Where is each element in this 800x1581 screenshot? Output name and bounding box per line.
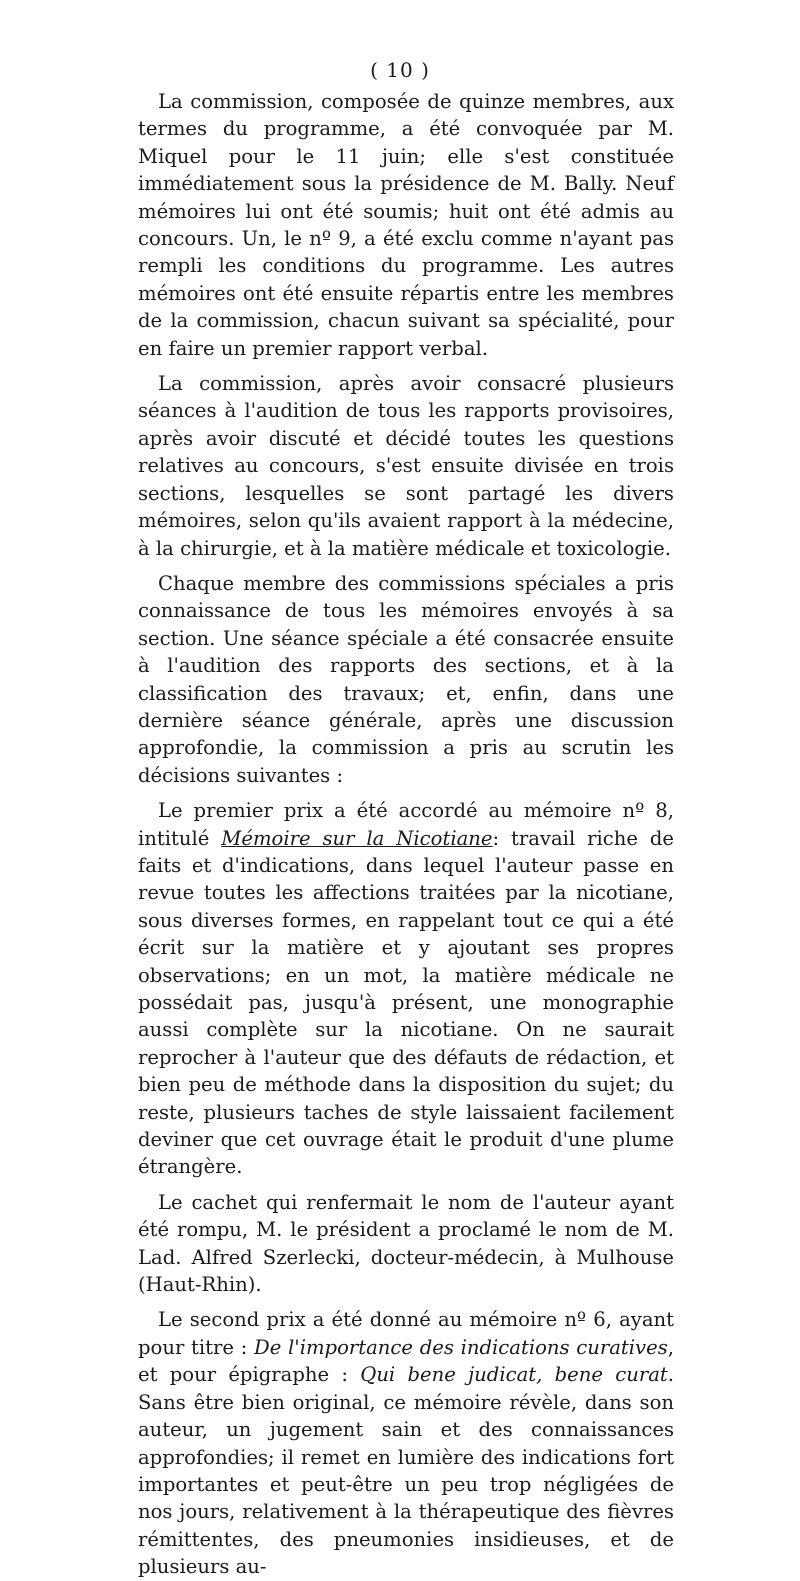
first-prize-intro: Le premier prix a été accordé au mémoire nº 8, intitulé: [138, 799, 674, 850]
first-prize-description: : travail riche de faits et d'indications, dans lequel l'auteur passe en revue toutes les affections traitées par la nicotiane, sous diverses formes, en rappelant tout ce qui a été écrit sur la matière et y ajoutant ses propres observations; en un mot, la matière médicale ne possédait pas, jusqu'à présent, une monographie aussi complète sur la nicotiane. On ne saurait reprocher à l'auteur que des défauts de rédaction, et bien peu de méthode dans la disposition du sujet; du reste, plusieurs taches de style laissaient facilement deviner que cet ouvrage était le produit d'une plume étrangère.: [138, 826, 674, 1179]
second-prize-epigraph: Qui bene judicat, bene curat.: [360, 1363, 675, 1387]
paragraph-decisions: Chaque membre des commissions spéciales a pris connaissance de tous les mémoires envoyés à sa section. Une séance spéciale a été consacrée ensuite à l'audition des rapports des sections, et à la classification des travaux; et, enfin, dans une dernière séance générale, après une discussion approfondie, la commission a pris au scrutin les décisions suivantes :: [138, 571, 674, 787]
second-prize-title: De l'importance des indications curatives: [254, 1335, 668, 1359]
paragraph-sections: La commission, après avoir consacré plusieurs séances à l'audition de tous les rapports provisoires, après avoir discuté et décidé toutes les questions relatives au concours, s'est ensuite divisée en trois sections, lesquelles se sont partagé les divers mémoires, selon qu'ils avaient rapport à la médecine, à la chirurgie, et à la matière médicale et toxicologie.: [138, 372, 674, 560]
first-prize-title: Mémoire sur la Nicotiane: [221, 826, 493, 850]
paragraph-commission: La commission, composée de quinze membres, aux termes du programme, a été convoquée par M. Miquel pour le 11 juin; elle s'est constituée immédiatement sous la présidence de M. Bally. Neuf mémoires lui ont été soumis; huit ont été admis au concours. Un, le nº 9, a été exclu comme n'ayant pas rempli les conditions du programme. Les autres mémoires ont été ensuite répartis entre les membres de la commission, chacun suivant sa spécialité, pour en faire un premier rapport verbal.: [138, 90, 674, 360]
second-prize-description: Sans être bien original, ce mémoire révèle, dans son auteur, un jugement sain et des connaissances approfondies; il remet en lumière des indications fort importantes et peut-être un peu trop négligées de nos jours, relativement à la thérapeutique des fièvres rémittentes, des pneumonies insidieuses, et de plusieurs au-: [138, 1390, 674, 1579]
second-prize-epigraph-label: , et pour épigraphe :: [138, 1335, 674, 1387]
body-text: [138, 88, 674, 1581]
second-prize-intro: Le second prix a été donné au mémoire nº 6, ayant pour titre :: [138, 1308, 674, 1359]
page-number: ( 10 ): [370, 58, 430, 82]
paragraph-second-prize: [138, 1306, 674, 1580]
paragraph-author-announcement: Le cachet qui renfermait le nom de l'auteur ayant été rompu, M. le président a proclamé le nom de M. Lad. Alfred Szerlecki, docteur-médecin, à Mulhouse (Haut-Rhin).: [138, 1190, 674, 1297]
paragraph-first-prize: [138, 797, 674, 1181]
